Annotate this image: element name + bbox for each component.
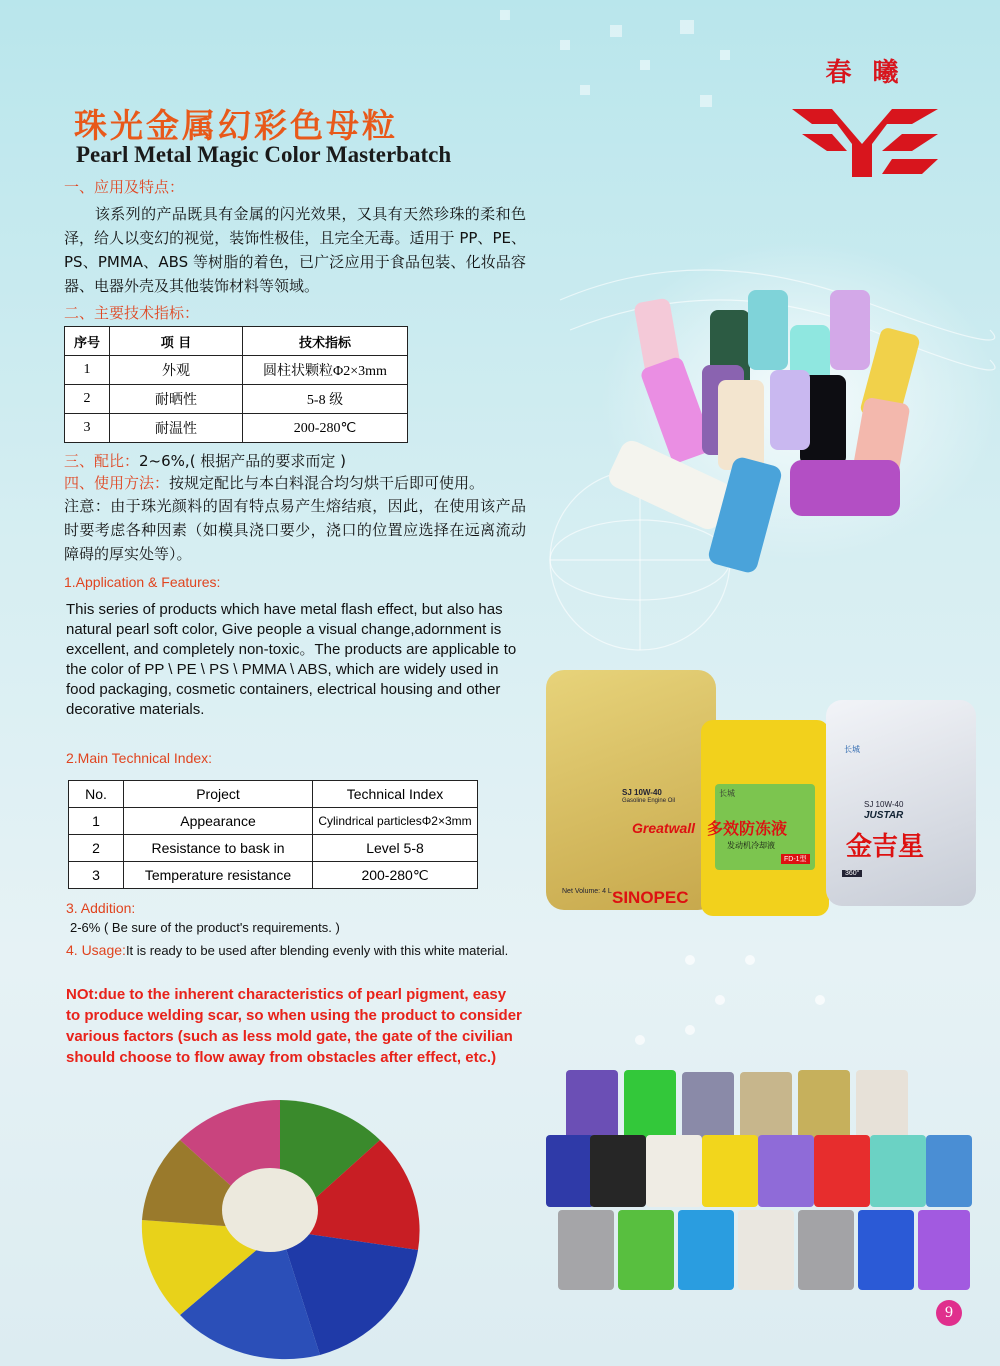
table-cell: Cylindrical particlesΦ2×3mm (313, 808, 478, 835)
table-cell: 2 (69, 835, 124, 862)
en-section-4-text: It is ready to be used after blending evenly with this white material. (125, 943, 509, 958)
table-header-cell: Project (124, 781, 313, 808)
can1-brand: Greatwall (632, 820, 696, 836)
brand-logo (792, 52, 938, 183)
antifreeze-can (701, 720, 829, 916)
logo-mark-icon (792, 89, 938, 179)
page-title-en: Pearl Metal Magic Color Masterbatch (76, 142, 452, 167)
table-header-cell: 技术指标 (243, 327, 408, 356)
table-cell: 2 (65, 385, 110, 414)
bottle-group (605, 290, 921, 575)
table-header-row (65, 327, 408, 356)
cn-spec-table (64, 326, 408, 443)
table-row (65, 385, 408, 414)
table-cell: 耐温性 (110, 414, 243, 443)
cn-section-2-heading: 二、主要技术指标： (64, 304, 200, 322)
table-row (65, 414, 408, 443)
can1-logo: SINOPEC (612, 888, 689, 907)
table-row (69, 808, 478, 835)
table-cell: 耐晒性 (110, 385, 243, 414)
can2-brand: 长城 (719, 789, 735, 798)
en-section-3-text: 2-6% ( Be sure of the product's requirements. ) (70, 920, 340, 935)
cn-section-4 (64, 472, 484, 493)
can1-grade: SJ 10W-40 (622, 788, 662, 797)
can2-tag: FD-1型 (781, 854, 810, 864)
cn-section-3-label: 三、配比： (64, 452, 140, 470)
table-cell: Resistance to bask in (124, 835, 313, 862)
can3-grade: SJ 10W-40 (864, 800, 904, 809)
table-header-cell: 序号 (65, 327, 110, 356)
table-cell: 圆柱状颗粒Φ2×3mm (243, 356, 408, 385)
table-row (69, 862, 478, 889)
en-section-1-body: This series of products which have metal flash effect, but also has natural pearl soft color, Give people a visual change,adornment is excellent, and completely non-toxic。The products are applicable to the color of PP \ PE \ PS \ PMMA \ ABS, which are widely used in food packaging, cosmetic containers, electrical housing and other decorative materials. (66, 601, 517, 718)
can3-brand: JUSTAR (864, 810, 904, 821)
cn-section-4-text: 按规定配比与本白料混合均匀烘干后即可使用。 (169, 474, 485, 492)
can3-tag: 360° (842, 870, 862, 877)
table-cell: 200-280℃ (313, 862, 478, 889)
table-header-cell: Technical Index (313, 781, 478, 808)
table-row (65, 356, 408, 385)
table-cell: Temperature resistance (124, 862, 313, 889)
en-section-4-label: 4. Usage: (66, 942, 126, 958)
table-cell: 5-8 级 (243, 385, 408, 414)
table-cell: Level 5-8 (313, 835, 478, 862)
can2-title: 多效防冻液 (707, 819, 788, 838)
table-cell: 3 (69, 862, 124, 889)
table-cell: 外观 (110, 356, 243, 385)
cn-section-1-body: 该系列的产品既具有金属的闪光效果，又具有天然珍珠的柔和色泽，给人以变幻的视觉，装饰性极佳，且完全无毒。适用于 PP、PE、PS、PMMA、ABS 等树脂的着色，已广泛应用于食品包装、化妆品容器、电器外壳及其他装饰材料等领域。 (64, 205, 526, 295)
justar-oil-can (826, 700, 976, 906)
engine-oil-can (546, 670, 716, 910)
table-cell: 200-280℃ (243, 414, 408, 443)
table-cell: Appearance (124, 808, 313, 835)
cn-section-3-text: 2~6%,( 根据产品的要求而定 ) (139, 452, 346, 470)
can3-title: 金吉星 (846, 832, 925, 862)
table-cell: 1 (69, 808, 124, 835)
cn-section-1-heading: 一、应用及特点： (64, 178, 185, 196)
en-section-3-heading: 3. Addition: (66, 900, 136, 916)
table-header-row (69, 781, 478, 808)
table-header-cell: No. (69, 781, 124, 808)
table-row (69, 835, 478, 862)
can3-brand-small: 长城 (844, 745, 860, 754)
page-number: 9 (936, 1300, 962, 1326)
can1-type: Gasoline Engine Oil (622, 798, 676, 804)
en-note: NOt:due to the inherent characteristics of pearl pigment, easy to produce welding scar, so when using the product to consider various factors (such as less mold gate, the gate of the civilian should choose to flow away from obstacles after effect, etc.) (66, 986, 522, 1066)
en-section-4 (66, 940, 526, 961)
table-cell: 3 (65, 414, 110, 443)
bottles-photo (600, 270, 930, 590)
cn-section-4-label: 四、使用方法： (64, 474, 170, 492)
en-spec-table (68, 780, 478, 889)
can1-volume: Net Volume: 4 L (562, 888, 612, 895)
oil-cans-photo (546, 660, 986, 920)
table-cell: 1 (65, 356, 110, 385)
cn-section-3 (64, 450, 346, 471)
pellets-photo (140, 1100, 420, 1360)
can2-sub: 发动机冷却液 (727, 841, 775, 850)
table-header-cell: 项 目 (110, 327, 243, 356)
page-title-cn: 珠光金属幻彩色母粒 (74, 106, 398, 145)
en-section-2-heading: 2.Main Technical Index: (66, 750, 213, 766)
buckets-photo (546, 1060, 972, 1310)
logo-text: 春 曦 (825, 58, 905, 88)
en-section-1-heading: 1.Application & Features: (64, 574, 221, 590)
cn-note: 注意：由于珠光颜料的固有特点易产生熔结痕，因此，在使用该产品时要考虑各种因素（如模具浇口要少，浇口的位置应选择在远离流动障碍的厚实处等）。 (64, 497, 526, 563)
